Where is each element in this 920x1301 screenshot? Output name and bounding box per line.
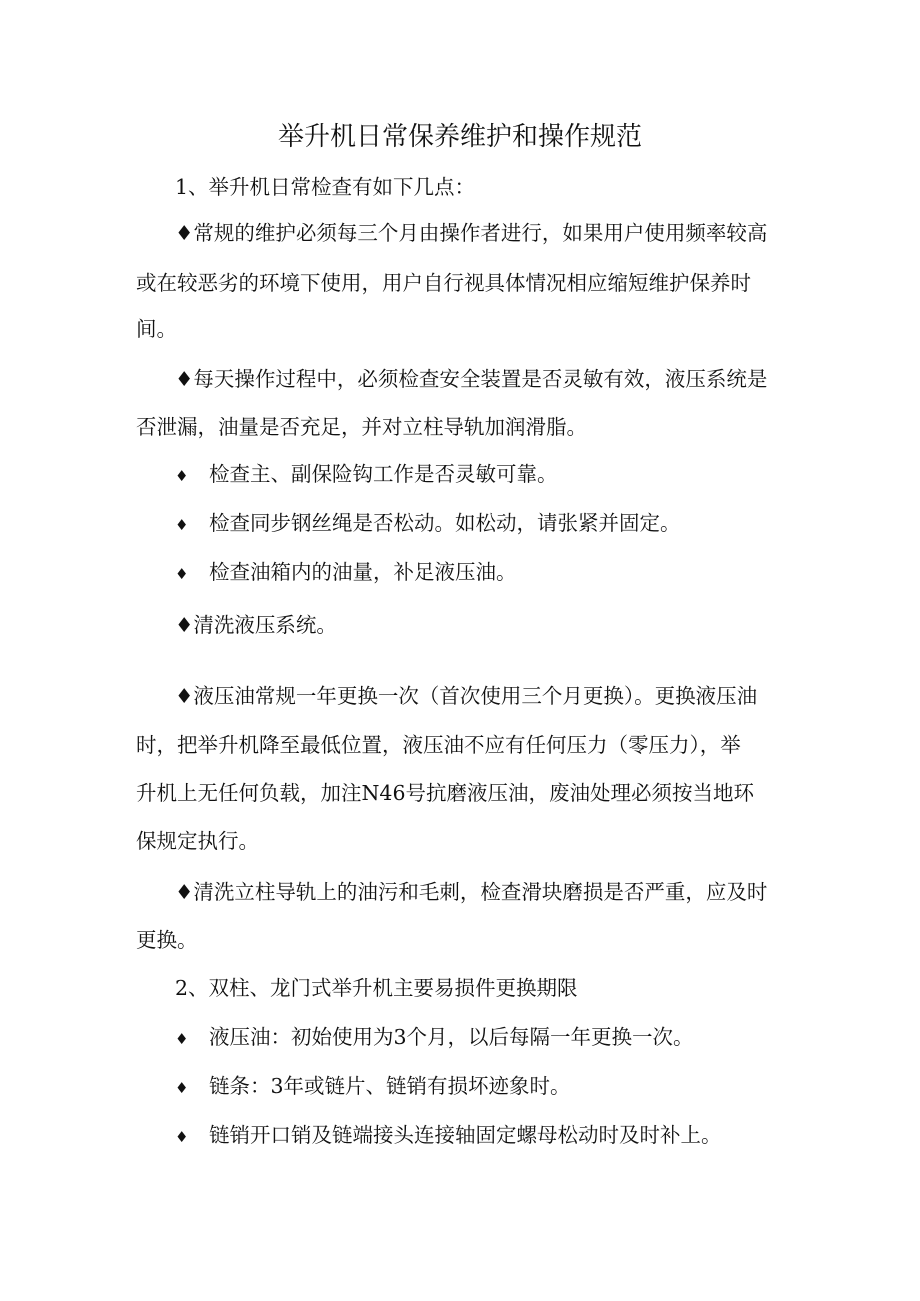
list-item-text: 检查油箱内的油量，补足液压油。: [209, 560, 517, 584]
diamond-bullet-icon: ♦: [175, 516, 189, 534]
diamond-bullet-icon: ♦: [175, 1030, 189, 1048]
diamond-bullet-icon: ♦: [175, 1079, 189, 1097]
paragraph-5-line-2: 更换。: [136, 928, 198, 952]
section-2-heading: 2、双柱、龙门式举升机主要易损件更换期限: [175, 976, 578, 1000]
paragraph-1-line-1: ♦常规的维护必须每三个月由操作者进行，如果用户使用频率较高: [175, 221, 768, 245]
list-item-text: 检查同步钢丝绳是否松动。如松动，请张紧并固定。: [209, 511, 681, 535]
list-item-text: 链销开口销及链端接头连接轴固定螺母松动时及时补上。: [209, 1123, 722, 1147]
paragraph-5-line-1: ♦清洗立柱导轨上的油污和毛刺，检查滑块磨损是否严重，应及时: [175, 880, 768, 904]
list-item: [175, 557, 517, 589]
paragraph-4-line-4: 保规定执行。: [136, 829, 259, 853]
paragraph-4-line-1: ♦液压油常规一年更换一次（首次使用三个月更换）。更换液压油: [175, 684, 758, 708]
list-item-text: 检查主、副保险钩工作是否灵敏可靠。: [209, 462, 558, 486]
list-item: [175, 1120, 722, 1152]
document-title: 举升机日常保养维护和操作规范: [277, 122, 642, 152]
list-item: [175, 1071, 571, 1103]
paragraph-2-line-1: ♦每天操作过程中，必须检查安全装置是否灵敏有效，液压系统是: [175, 367, 768, 391]
paragraph-4-line-3: 升机上无任何负载，加注N46号抗磨液压油，废油处理必须按当地环: [136, 781, 755, 805]
list-item-text: 液压油：初始使用为3个月，以后每隔一年更换一次。: [209, 1025, 694, 1049]
section-1-heading: 1、举升机日常检查有如下几点：: [175, 175, 476, 199]
list-item: [175, 1022, 694, 1054]
paragraph-2-line-2: 否泄漏，油量是否充足，并对立柱导轨加润滑脂。: [136, 415, 587, 439]
paragraph-1-line-3: 间。: [136, 317, 177, 341]
list-item-text: 链条：3年或链片、链销有损坏迹象时。: [209, 1074, 571, 1098]
paragraph-3: ♦清洗液压系统。: [175, 613, 337, 637]
diamond-bullet-icon: ♦: [175, 1128, 189, 1146]
list-item: [175, 459, 558, 491]
list-item: [175, 508, 681, 540]
diamond-bullet-icon: ♦: [175, 467, 189, 485]
diamond-bullet-icon: ♦: [175, 565, 189, 583]
paragraph-4-line-2: 时，把举升机降至最低位置，液压油不应有任何压力（零压力），举: [136, 733, 741, 757]
paragraph-1-line-2: 或在较恶劣的环境下使用，用户自行视具体情况相应缩短维护保养时: [136, 271, 751, 295]
